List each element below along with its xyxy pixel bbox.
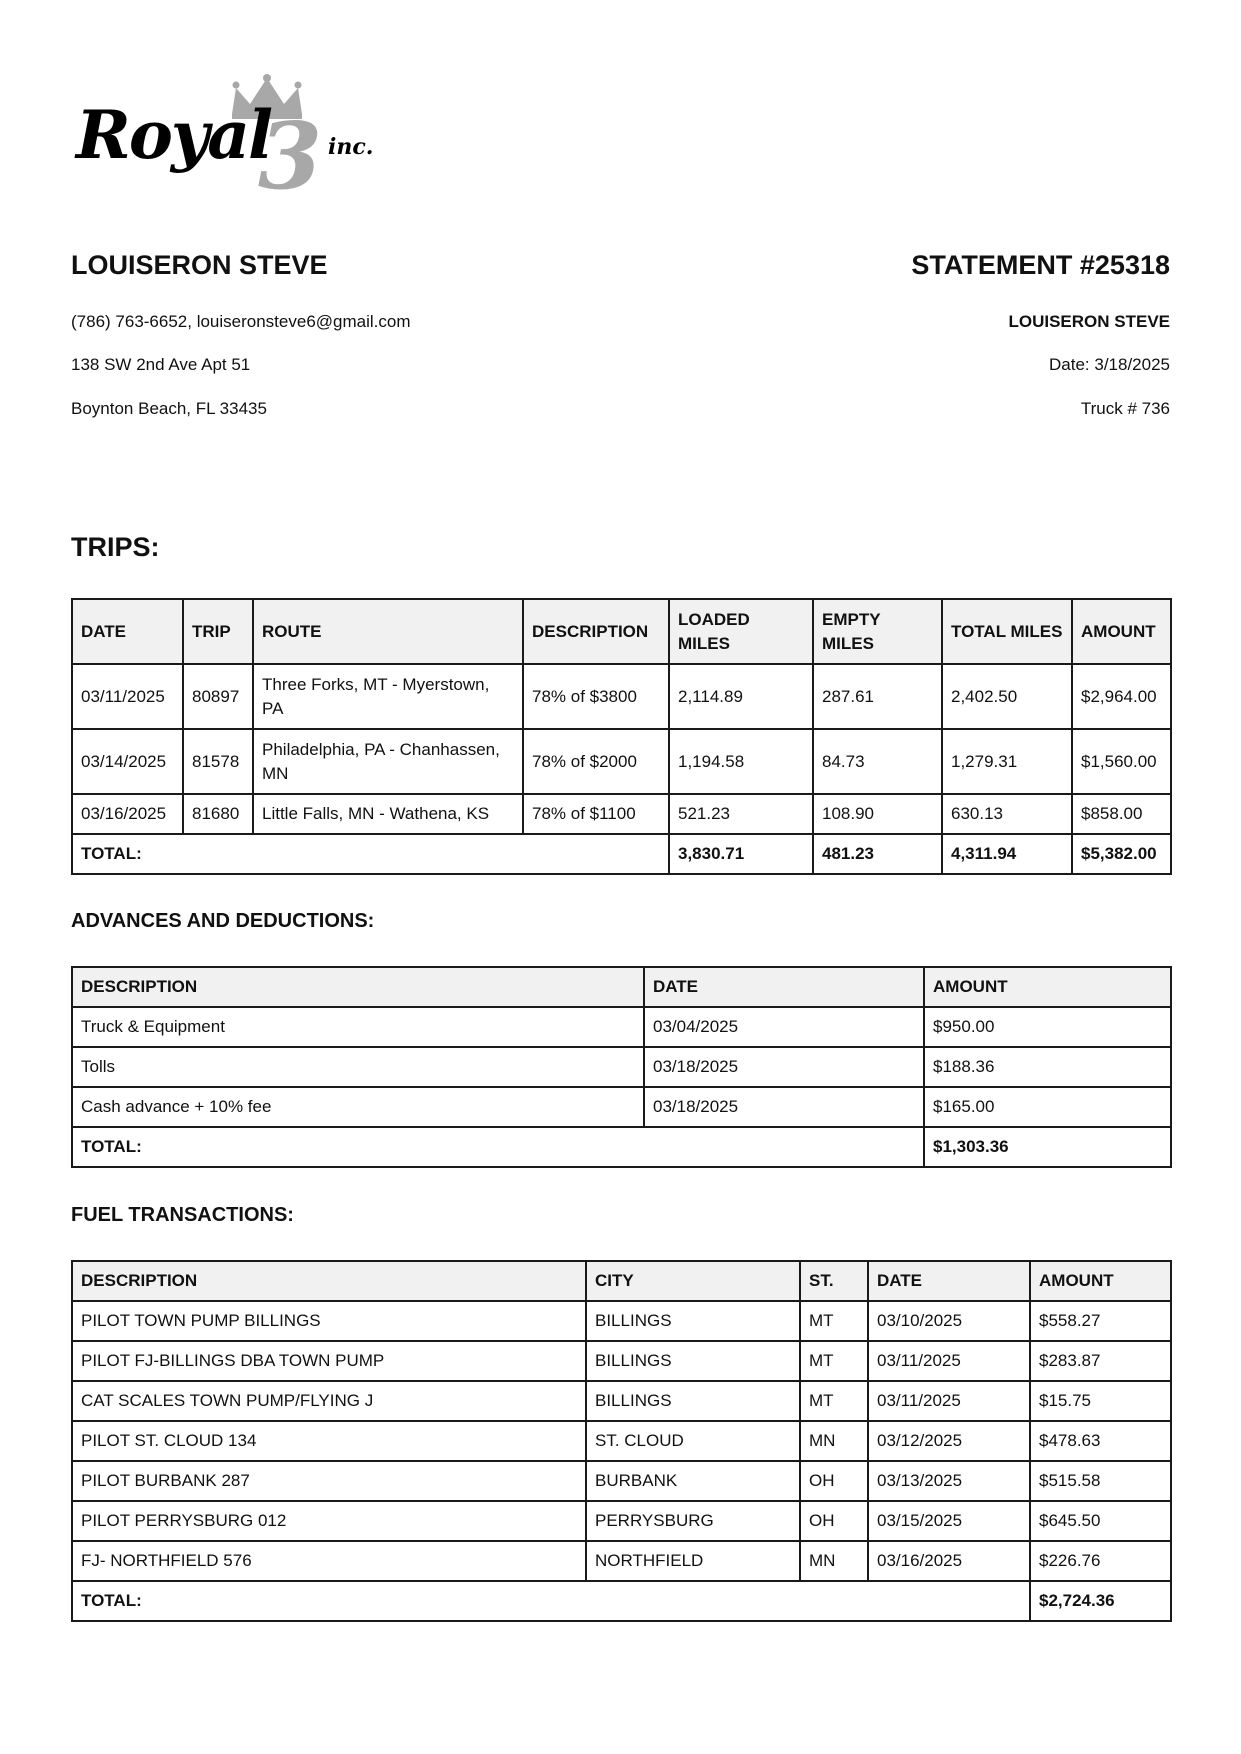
cell-city: ST. CLOUD bbox=[586, 1421, 800, 1461]
cell-description: PILOT FJ-BILLINGS DBA TOWN PUMP bbox=[72, 1341, 586, 1381]
total-amount: $1,303.36 bbox=[924, 1127, 1171, 1167]
fuel-title: FUEL TRANSACTIONS: bbox=[71, 1204, 294, 1226]
cell-date: 03/13/2025 bbox=[868, 1461, 1030, 1501]
cell-date: 03/12/2025 bbox=[868, 1421, 1030, 1461]
cell-state: OH bbox=[800, 1461, 868, 1501]
table-row bbox=[72, 1007, 1171, 1047]
cell-description: PILOT ST. CLOUD 134 bbox=[72, 1421, 586, 1461]
table-row bbox=[72, 1301, 1171, 1341]
header-route: ROUTE bbox=[253, 599, 523, 664]
statement-name: LOUISERON STEVE bbox=[1008, 312, 1170, 331]
header-trip: TRIP bbox=[183, 599, 253, 664]
cell-trip: 80897 bbox=[183, 664, 253, 729]
header-amount: AMOUNT bbox=[1030, 1261, 1171, 1301]
total-row bbox=[72, 1581, 1171, 1621]
cell-description: 78% of $2000 bbox=[523, 729, 669, 794]
statement-truck: Truck # 736 bbox=[1080, 399, 1170, 418]
cell-amount: $188.36 bbox=[924, 1047, 1171, 1087]
cell-state: OH bbox=[800, 1501, 868, 1541]
cell-description: Truck & Equipment bbox=[72, 1007, 644, 1047]
cell-total-miles: 630.13 bbox=[942, 794, 1072, 834]
header-loaded-miles: LOADED MILES bbox=[669, 599, 813, 664]
total-empty-miles: 481.23 bbox=[813, 834, 942, 874]
cell-amount: $478.63 bbox=[1030, 1421, 1171, 1461]
cell-city: NORTHFIELD bbox=[586, 1541, 800, 1581]
logo-wordmark: Royal bbox=[76, 96, 272, 174]
company-logo bbox=[76, 74, 386, 210]
cell-city: BILLINGS bbox=[586, 1381, 800, 1421]
total-amount: $5,382.00 bbox=[1072, 834, 1171, 874]
driver-address-line1: 138 SW 2nd Ave Apt 51 bbox=[71, 355, 251, 374]
total-row bbox=[72, 1127, 1171, 1167]
advances-title: ADVANCES AND DEDUCTIONS: bbox=[71, 910, 375, 932]
header-city: CITY bbox=[586, 1261, 800, 1301]
statement-info bbox=[610, 248, 1170, 418]
cell-date: 03/11/2025 bbox=[72, 664, 183, 729]
table-header-row bbox=[72, 967, 1171, 1007]
cell-route: Philadelphia, PA - Chanhassen, MN bbox=[253, 729, 523, 794]
cell-date: 03/04/2025 bbox=[644, 1007, 924, 1047]
cell-date: 03/18/2025 bbox=[644, 1047, 924, 1087]
table-header-row bbox=[72, 599, 1171, 664]
cell-amount: $858.00 bbox=[1072, 794, 1171, 834]
cell-description: PILOT TOWN PUMP BILLINGS bbox=[72, 1301, 586, 1341]
cell-empty-miles: 287.61 bbox=[813, 664, 942, 729]
cell-date: 03/10/2025 bbox=[868, 1301, 1030, 1341]
cell-amount: $165.00 bbox=[924, 1087, 1171, 1127]
cell-date: 03/14/2025 bbox=[72, 729, 183, 794]
cell-loaded-miles: 1,194.58 bbox=[669, 729, 813, 794]
cell-total-miles: 2,402.50 bbox=[942, 664, 1072, 729]
cell-amount: $558.27 bbox=[1030, 1301, 1171, 1341]
cell-route: Three Forks, MT - Myerstown, PA bbox=[253, 664, 523, 729]
header-description: DESCRIPTION bbox=[72, 1261, 586, 1301]
cell-description: FJ- NORTHFIELD 576 bbox=[72, 1541, 586, 1581]
cell-date: 03/11/2025 bbox=[868, 1341, 1030, 1381]
header-total-miles: TOTAL MILES bbox=[942, 599, 1072, 664]
table-row bbox=[72, 794, 1171, 834]
table-row bbox=[72, 729, 1171, 794]
cell-state: MT bbox=[800, 1341, 868, 1381]
cell-total-miles: 1,279.31 bbox=[942, 729, 1072, 794]
cell-description: PILOT BURBANK 287 bbox=[72, 1461, 586, 1501]
cell-date: 03/18/2025 bbox=[644, 1087, 924, 1127]
cell-date: 03/16/2025 bbox=[72, 794, 183, 834]
cell-description: 78% of $3800 bbox=[523, 664, 669, 729]
cell-description: Cash advance + 10% fee bbox=[72, 1087, 644, 1127]
cell-city: BURBANK bbox=[586, 1461, 800, 1501]
table-row bbox=[72, 664, 1171, 729]
table-row bbox=[72, 1047, 1171, 1087]
header-empty-miles: EMPTY MILES bbox=[813, 599, 942, 664]
cell-loaded-miles: 521.23 bbox=[669, 794, 813, 834]
header-date: DATE bbox=[644, 967, 924, 1007]
total-label: TOTAL: bbox=[72, 1581, 1030, 1621]
cell-amount: $2,964.00 bbox=[1072, 664, 1171, 729]
cell-amount: $515.58 bbox=[1030, 1461, 1171, 1501]
logo-suffix: inc. bbox=[328, 134, 374, 160]
cell-description: 78% of $1100 bbox=[523, 794, 669, 834]
table-row bbox=[72, 1461, 1171, 1501]
cell-city: PERRYSBURG bbox=[586, 1501, 800, 1541]
total-amount: $2,724.36 bbox=[1030, 1581, 1171, 1621]
table-row bbox=[72, 1501, 1171, 1541]
header-date: DATE bbox=[868, 1261, 1030, 1301]
cell-state: MN bbox=[800, 1421, 868, 1461]
statement-title: STATEMENT #25318 bbox=[911, 250, 1170, 280]
header-amount: AMOUNT bbox=[1072, 599, 1171, 664]
driver-name: LOUISERON STEVE bbox=[71, 250, 328, 280]
total-miles: 4,311.94 bbox=[942, 834, 1072, 874]
table-row bbox=[72, 1341, 1171, 1381]
advances-table bbox=[71, 966, 1172, 1168]
cell-description: CAT SCALES TOWN PUMP/FLYING J bbox=[72, 1381, 586, 1421]
cell-route: Little Falls, MN - Wathena, KS bbox=[253, 794, 523, 834]
header-date: DATE bbox=[72, 599, 183, 664]
header-state: ST. bbox=[800, 1261, 868, 1301]
header-description: DESCRIPTION bbox=[523, 599, 669, 664]
cell-loaded-miles: 2,114.89 bbox=[669, 664, 813, 729]
trips-title: TRIPS: bbox=[71, 532, 160, 562]
driver-address-line2: Boynton Beach, FL 33435 bbox=[71, 399, 267, 418]
trips-table bbox=[71, 598, 1172, 875]
cell-amount: $283.87 bbox=[1030, 1341, 1171, 1381]
statement-date: Date: 3/18/2025 bbox=[1049, 355, 1170, 374]
cell-city: BILLINGS bbox=[586, 1301, 800, 1341]
cell-date: 03/11/2025 bbox=[868, 1381, 1030, 1421]
table-row bbox=[72, 1087, 1171, 1127]
cell-amount: $950.00 bbox=[924, 1007, 1171, 1047]
driver-info bbox=[71, 248, 631, 418]
total-loaded-miles: 3,830.71 bbox=[669, 834, 813, 874]
driver-contact: (786) 763-6652, louiseronsteve6@gmail.com bbox=[71, 312, 411, 331]
cell-state: MN bbox=[800, 1541, 868, 1581]
table-row bbox=[72, 1541, 1171, 1581]
cell-state: MT bbox=[800, 1381, 868, 1421]
cell-amount: $1,560.00 bbox=[1072, 729, 1171, 794]
cell-date: 03/16/2025 bbox=[868, 1541, 1030, 1581]
cell-date: 03/15/2025 bbox=[868, 1501, 1030, 1541]
total-row bbox=[72, 834, 1171, 874]
fuel-table bbox=[71, 1260, 1172, 1622]
cell-state: MT bbox=[800, 1301, 868, 1341]
header-amount: AMOUNT bbox=[924, 967, 1171, 1007]
table-header-row bbox=[72, 1261, 1171, 1301]
cell-empty-miles: 84.73 bbox=[813, 729, 942, 794]
cell-empty-miles: 108.90 bbox=[813, 794, 942, 834]
total-label: TOTAL: bbox=[72, 834, 669, 874]
cell-city: BILLINGS bbox=[586, 1341, 800, 1381]
table-row bbox=[72, 1421, 1171, 1461]
cell-trip: 81578 bbox=[183, 729, 253, 794]
total-label: TOTAL: bbox=[72, 1127, 924, 1167]
cell-trip: 81680 bbox=[183, 794, 253, 834]
logo-numeral: 3 bbox=[258, 102, 323, 210]
cell-amount: $15.75 bbox=[1030, 1381, 1171, 1421]
table-row bbox=[72, 1381, 1171, 1421]
header-description: DESCRIPTION bbox=[72, 967, 644, 1007]
cell-description: Tolls bbox=[72, 1047, 644, 1087]
cell-amount: $645.50 bbox=[1030, 1501, 1171, 1541]
cell-description: PILOT PERRYSBURG 012 bbox=[72, 1501, 586, 1541]
cell-amount: $226.76 bbox=[1030, 1541, 1171, 1581]
